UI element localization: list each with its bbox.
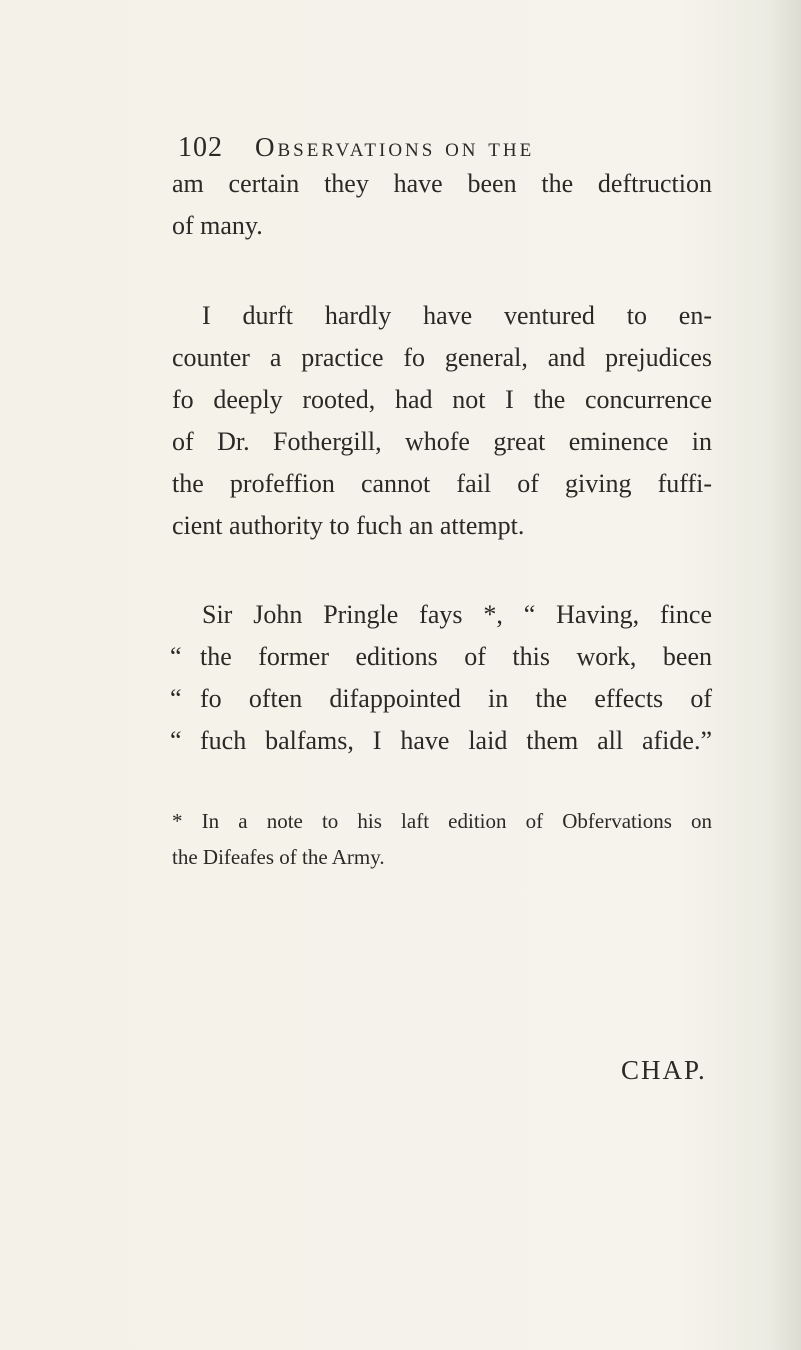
text-line: fo often difappointed in the effects of: [200, 684, 712, 713]
quoted-line: [172, 678, 712, 720]
catchword: CHAP.: [621, 1055, 707, 1085]
text-line: cient authority to fuch an attempt.: [172, 511, 525, 540]
text-line: fo deeply rooted, had not I the concurrence: [172, 385, 712, 414]
text-line: Sir John Pringle fays *, “ Having, fince: [202, 600, 712, 629]
text-line: of many.: [172, 211, 263, 240]
text-line: counter a practice fo general, and prejudices: [172, 343, 712, 372]
paragraph-1: [172, 163, 712, 247]
text-line: fuch balfams, I have laid them all afide.”: [200, 726, 712, 755]
quote-mark: “: [170, 726, 182, 755]
footnote-line: the Difeafes of the Army.: [172, 845, 385, 869]
quote-mark: “: [170, 642, 182, 671]
footnote-line: * In a note to his laft edition of Obfervations on: [172, 809, 712, 833]
paragraph-3: [172, 594, 712, 762]
text-line: I durft hardly have ventured to en-: [202, 301, 712, 330]
text-line: of Dr. Fothergill, whofe great eminence in: [172, 427, 712, 456]
text-line: am certain they have been the deftruction: [172, 169, 712, 198]
quoted-line: [172, 636, 712, 678]
quote-mark: “: [170, 684, 182, 713]
footnote: [172, 803, 712, 875]
page-number: 102: [178, 132, 223, 163]
quoted-line: [172, 720, 712, 762]
text-line: the former editions of this work, been: [200, 642, 712, 671]
text-line: the profeffion cannot fail of giving fuffi-: [172, 469, 712, 498]
paragraph-2: [172, 295, 712, 547]
running-head: Observations on the: [255, 132, 535, 162]
